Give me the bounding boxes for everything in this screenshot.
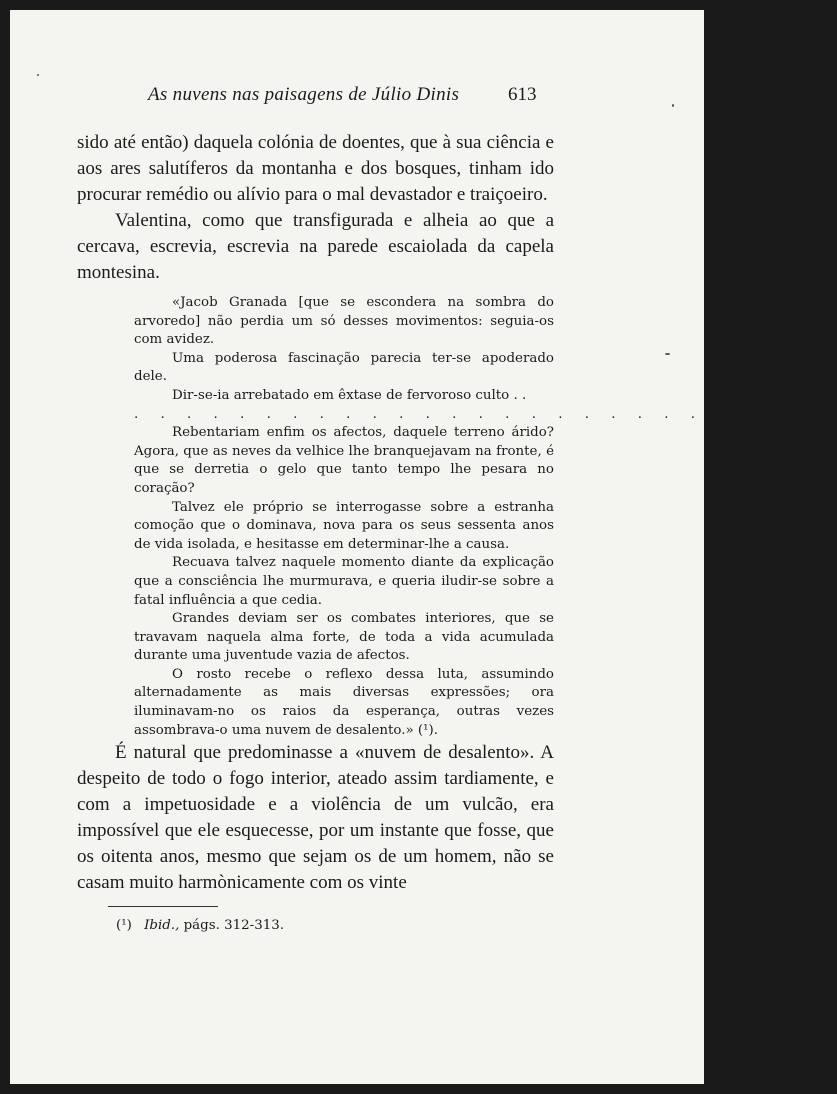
footnote xyxy=(116,918,284,933)
quote-paragraph: Talvez ele próprio se interrogasse sobre a estranha comoção que o dominava, nova para os seus sessenta anos de vida isolada, e hesitasse em determinar-lhe a causa. xyxy=(134,499,554,552)
footnote-source: Ibid., xyxy=(144,918,180,933)
closing-text xyxy=(77,740,554,896)
block-quotation xyxy=(134,294,837,740)
footnote-pages: págs. 312-313. xyxy=(183,918,285,933)
quote-paragraph: Recuava talvez naquele momento diante da explicação que a consciência lhe murmurava, e queria iludir-se sobre a fatal influência a que cedia. xyxy=(134,555,554,608)
quote-paragraph: «Jacob Granada [que se escondera na sombra do arvoredo] não perdia um só desses movimentos: seguia-os com avidez. xyxy=(134,295,554,348)
book-page xyxy=(10,10,837,1084)
quote-paragraph: O rosto recebe o reflexo dessa luta, assumindo alternadamente as mais diversas expressões; ora iluminavam-no os raios da esperança, outras vezes assombrava-o uma nuvem de desalento.» (¹). xyxy=(134,666,554,738)
footnote-mark: (¹) xyxy=(116,918,132,933)
ellipsis-line: . . . . . . . . . . . . . . . . . . . . . . . . . . . xyxy=(134,406,837,422)
scan-speck xyxy=(672,104,674,107)
footnote-divider xyxy=(108,906,218,907)
quote-paragraph: Rebentariam enfim os afectos, daquele terreno árido? Agora, que as neves da velhice lhe branquejavam na fronte, é que se derretia o gelo que tanto tempo lhe pesara no coração? xyxy=(134,425,554,496)
quote-paragraph: Dir-se-ia arrebatado em êxtase de fervoroso culto . . xyxy=(172,387,527,403)
opening-text xyxy=(77,130,554,286)
paragraph-valentina: Valentina, como que transfigurada e alheia ao que a cercava, escrevia, escrevia na parede escaiolada da capela montesina. xyxy=(77,210,554,283)
paragraph-closing: É natural que predominasse a «nuvem de desalento». A despeito de todo o fogo interior, ateado assim tardiamente, e com a impetuosidade e a violência de um vulcão, era impossível que ele esquecesse, por um instante que fosse, que os oitenta anos, mesmo que sejam os de um homem, não se casam muito harmònicamente com os vinte xyxy=(77,742,554,893)
scan-speck xyxy=(665,353,670,355)
scan-speck xyxy=(37,74,39,76)
running-title: As nuvens nas paisagens de Júlio Dinis xyxy=(148,84,460,105)
quote-paragraph: Uma poderosa fascinação parecia ter-se apoderado dele. xyxy=(134,350,554,385)
quote-paragraph: Grandes deviam ser os combates interiores, que se travavam naquela alma forte, de toda a vida acumulada durante uma juventude vazia de afectos. xyxy=(134,611,554,664)
paragraph-continuation: sido até então) daquela colónia de doentes, que à sua ciência e aos ares salutíferos da montanha e dos bosques, tinham ido procurar remédio ou alívio para o mal devastador e traiçoeiro. xyxy=(77,132,554,205)
page-header xyxy=(10,84,704,114)
page-number: 613 xyxy=(508,84,537,105)
